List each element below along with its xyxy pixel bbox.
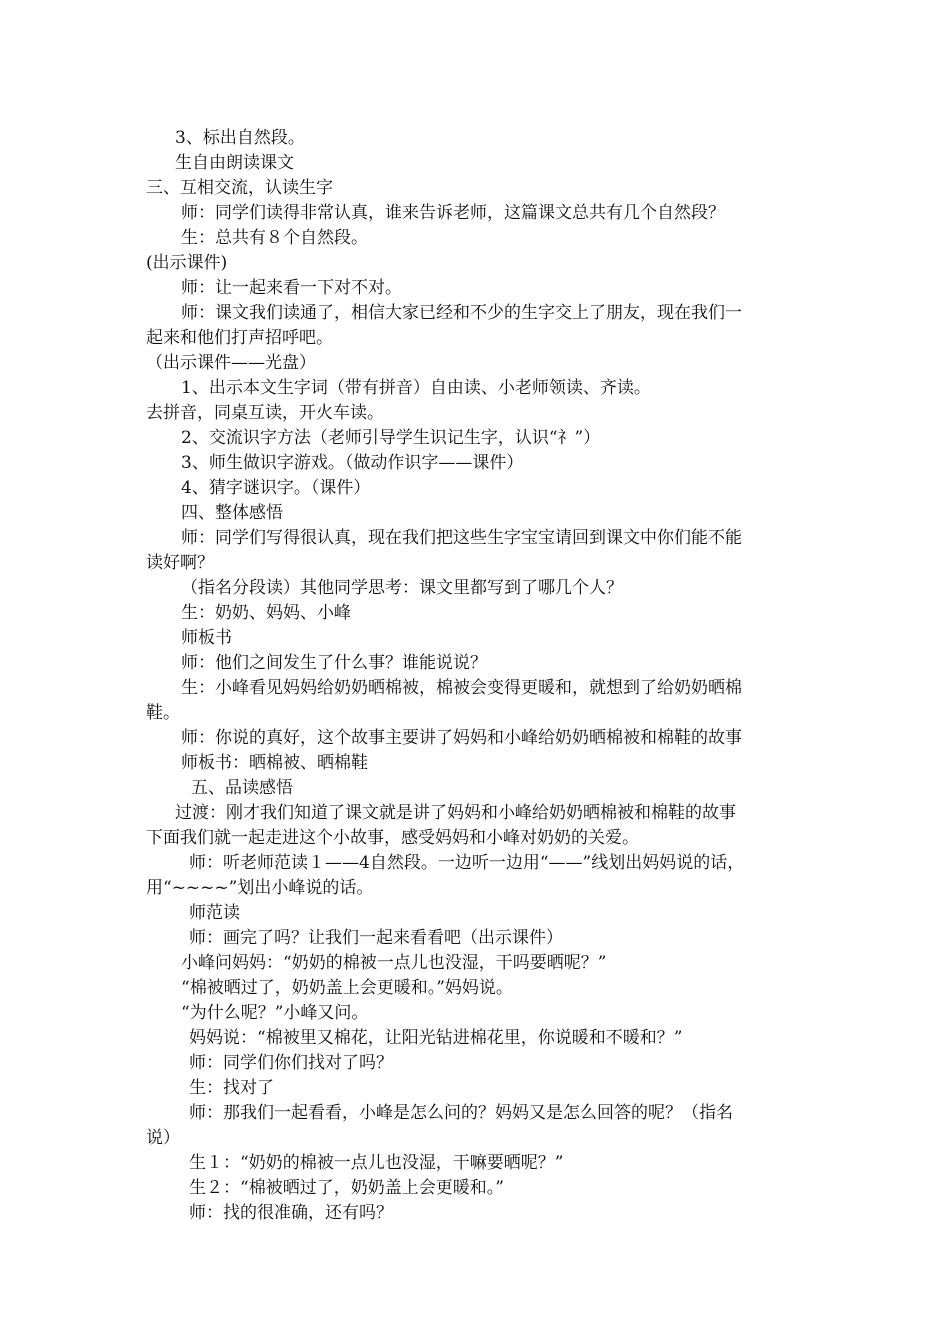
text-line: 师：同学们写得很认真，现在我们把这些生字宝宝请回到课文中你们能不能 (181, 528, 742, 548)
text-line: 小峰问妈妈：“奶奶的棉被一点儿也没湿，干吗要晒呢？” (181, 953, 607, 973)
text-line: 说） (146, 1128, 180, 1148)
text-line: 鞋。 (146, 703, 180, 723)
text-line: 过渡：刚才我们知道了课文就是讲了妈妈和小峰给奶奶晒棉被和棉鞋的故事 (175, 803, 736, 823)
text-line: 生：总共有８个自然段。 (181, 228, 368, 248)
text-line: 师：找的很准确，还有吗？ (189, 1203, 393, 1223)
text-line: “棉被晒过了，奶奶盖上会更暖和。”妈妈说。 (181, 978, 513, 998)
text-line: 生：找对了 (189, 1078, 274, 1098)
text-line: 去拼音，同桌互读，开火车读。 (146, 403, 384, 423)
text-line: 1、出示本文生字词（带有拼音）自由读、小老师领读、齐读。 (181, 378, 651, 398)
text-line: 读好啊？ (146, 553, 214, 573)
text-line: 3、师生做识字游戏。（做动作识字——课件） (181, 453, 524, 473)
text-line: 生１：“奶奶的棉被一点儿也没湿，干嘛要晒呢？” (189, 1153, 564, 1173)
text-line: 师：画完了吗？让我们一起来看看吧（出示课件） (189, 928, 563, 948)
text-line: 师：他们之间发生了什么事？谁能说说？ (181, 653, 487, 673)
text-line: 师：同学们读得非常认真，谁来告诉老师，这篇课文总共有几个自然段？ (181, 203, 725, 223)
text-line: 师：同学们你们找对了吗？ (189, 1053, 393, 1073)
text-line: 生：小峰看见妈妈给奶奶晒棉被，棉被会变得更暖和，就想到了给奶奶晒棉 (181, 678, 742, 698)
text-line: 2、交流识字方法（老师引导学生识记生字，认识“礻”） (181, 428, 601, 448)
text-line: 师板书 (181, 628, 232, 648)
text-line: 生２：“棉被晒过了，奶奶盖上会更暖和。” (189, 1178, 504, 1198)
text-line: 下面我们就一起走进这个小故事，感受妈妈和小峰对奶奶的关爱。 (146, 828, 639, 848)
text-line: 师：让一起来看一下对不对。 (181, 278, 402, 298)
text-line: 师：听老师范读１——4自然段。一边听一边用“——”线划出妈妈说的话， (189, 853, 745, 873)
text-line: 生：奶奶、妈妈、小峰 (181, 603, 351, 623)
text-line: 师：课文我们读通了，相信大家已经和不少的生字交上了朋友，现在我们一 (181, 303, 742, 323)
text-line: 生自由朗读课文 (175, 153, 294, 173)
text-line: 师：你说的真好，这个故事主要讲了妈妈和小峰给奶奶晒棉被和棉鞋的故事 (181, 728, 742, 748)
text-line: 师板书：晒棉被、晒棉鞋 (181, 753, 368, 773)
section-heading: 四、整体感悟 (181, 503, 283, 523)
text-line: 起来和他们打声招呼吧。 (146, 328, 333, 348)
text-line: 4、猜字谜识字。（课件） (181, 478, 371, 498)
text-line: 师范读 (189, 903, 240, 923)
text-line: (出示课件) (146, 253, 228, 273)
section-heading: 三、互相交流，认读生字 (146, 178, 333, 198)
text-line: （指名分段读）其他同学思考：课文里都写到了哪几个人？ (181, 578, 623, 598)
text-line: “为什么呢？”小峰又问。 (181, 1003, 369, 1023)
section-heading: 五、品读感悟 (191, 778, 293, 798)
text-line: （出示课件——光盘） (146, 353, 316, 373)
text-line: 师：那我们一起看看，小峰是怎么问的？妈妈又是怎么回答的呢？（指名 (189, 1103, 733, 1123)
text-line: 3、标出自然段。 (175, 128, 305, 148)
text-line: 用“~~~~”划出小峰说的话。 (146, 878, 374, 898)
text-line: 妈妈说：“棉被里又棉花，让阳光钻进棉花里，你说暖和不暖和？” (189, 1028, 683, 1048)
